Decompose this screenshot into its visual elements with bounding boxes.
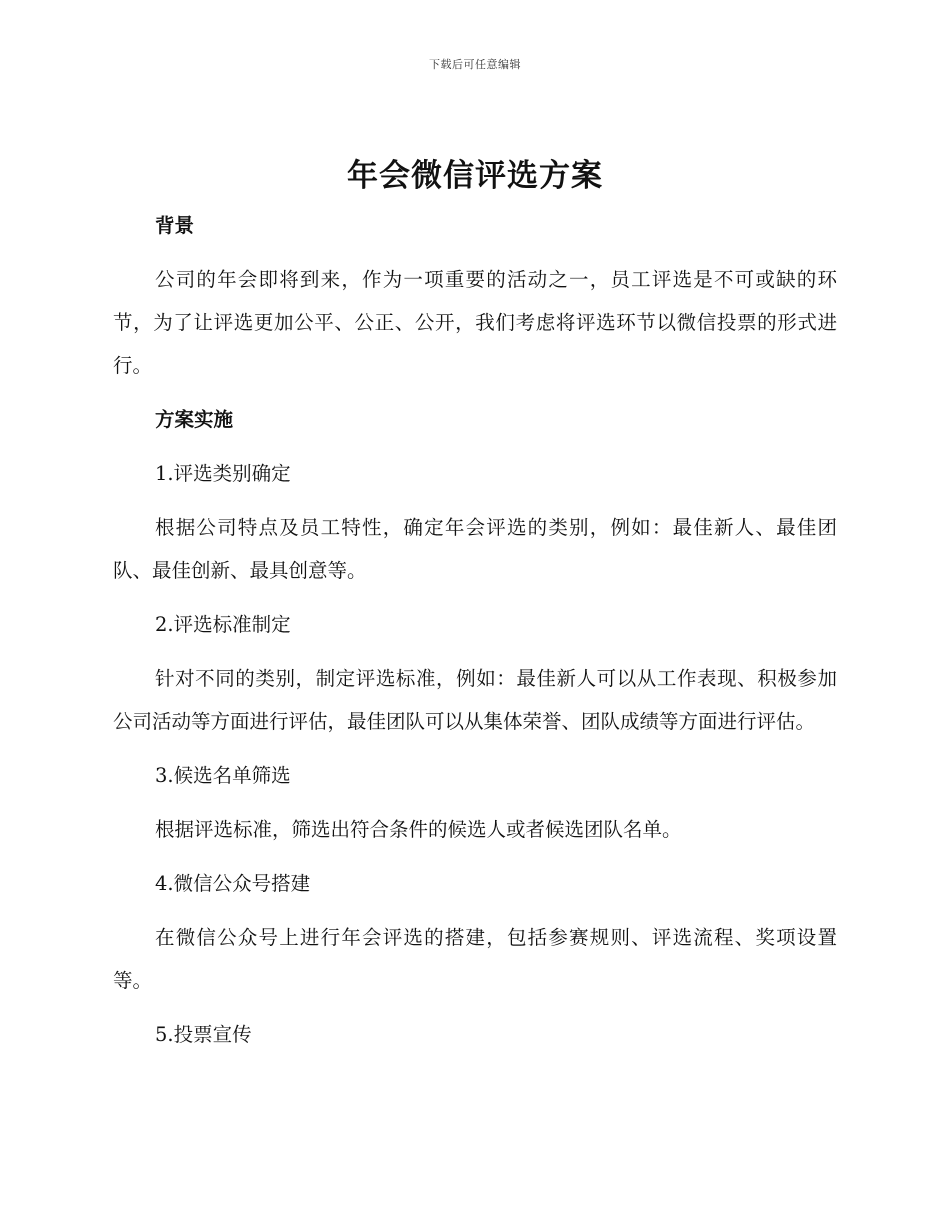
step4-paragraph: 在微信公众号上进行年会评选的搭建，包括参赛规则、评选流程、奖项设置等。 (113, 926, 837, 992)
step1-heading: 1.评选类别确定 (155, 462, 291, 485)
implementation-heading: 方案实施 (155, 408, 234, 431)
page-title: 年会微信评选方案 (347, 158, 603, 194)
step1-paragraph: 根据公司特点及员工特性，确定年会评选的类别，例如：最佳新人、最佳团队、最佳创新、最具创意等。 (113, 516, 837, 582)
step3-heading: 3.候选名单筛选 (155, 764, 291, 787)
header-note: 下载后可任意编辑 (429, 58, 521, 71)
step5-heading: 5.投票宣传 (155, 1023, 252, 1046)
background-heading: 背景 (155, 214, 195, 237)
step2-heading: 2.评选标准制定 (155, 613, 291, 636)
background-paragraph: 公司的年会即将到来，作为一项重要的活动之一，员工评选是不可或缺的环节，为了让评选更加公平、公正、公开，我们考虑将评选环节以微信投票的形式进行。 (113, 268, 837, 377)
step2-paragraph: 针对不同的类别，制定评选标准，例如：最佳新人可以从工作表现、积极参加公司活动等方面进行评估，最佳团队可以从集体荣誉、团队成绩等方面进行评估。 (113, 667, 837, 733)
document-body (113, 204, 837, 1056)
step4-heading: 4.微信公众号搭建 (155, 872, 311, 895)
step3-paragraph: 根据评选标准，筛选出符合条件的候选人或者候选团队名单。 (155, 818, 682, 841)
